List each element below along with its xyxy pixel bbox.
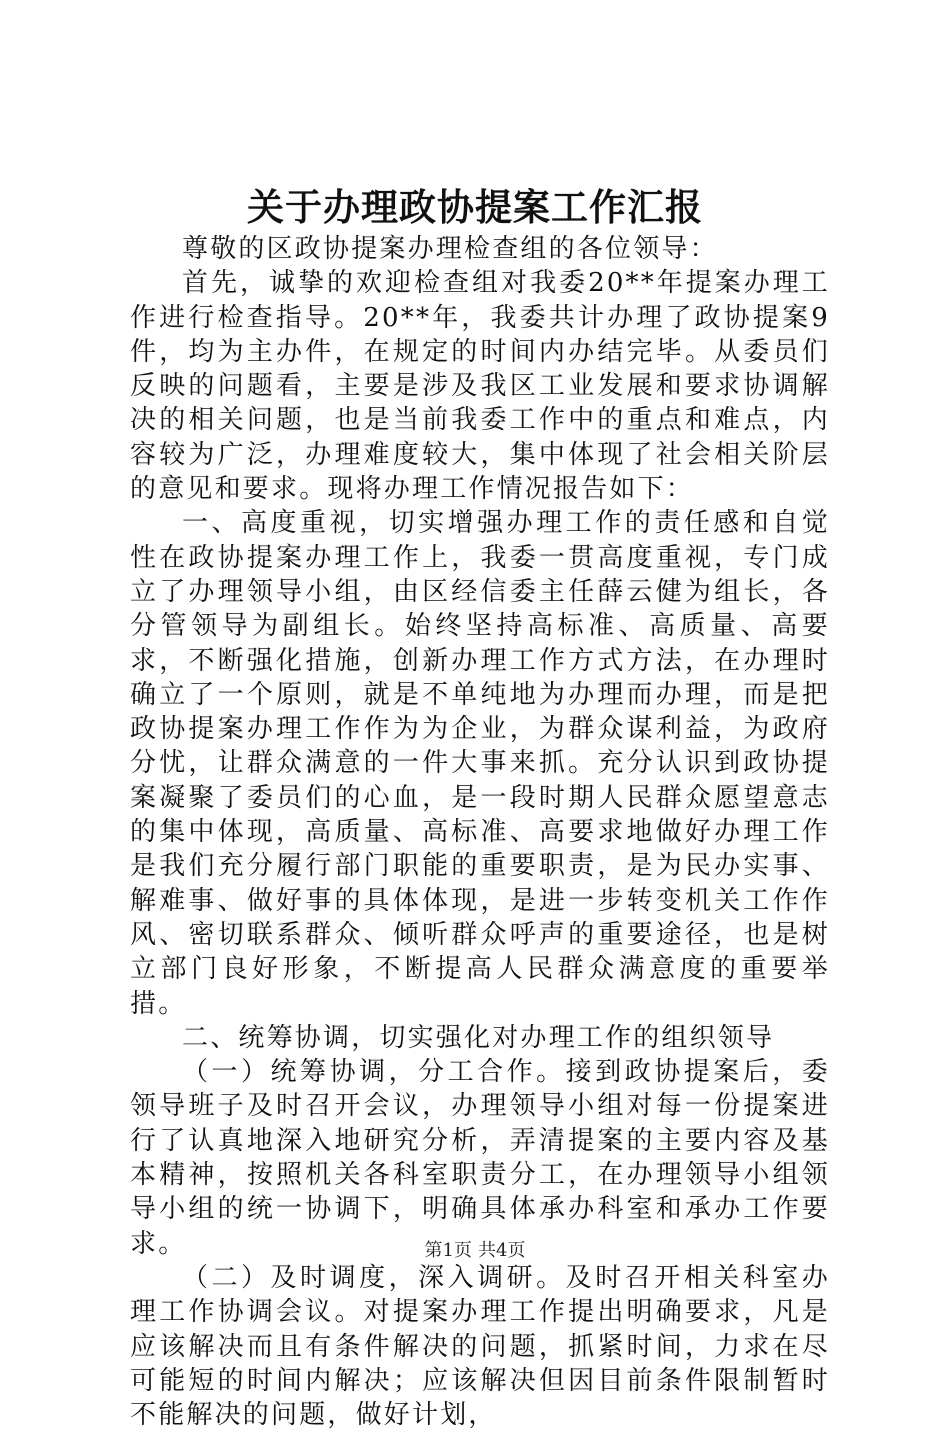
intro-paragraph: 首先，诚挚的欢迎检查组对我委20**年提案办理工作进行检查指导。20**年，我委共计办理了政协提案9件，均为主办件，在规定的时间内办结完毕。从委员们反映的问题看，主要是涉及我区工业发展和要求协调解决的相关问题，也是当前我委工作中的重点和难点，内容较为广泛，办理难度较大，集中体现了社会相关阶层的意见和要求。现将办理工作情况报告如下： [130,268,830,505]
subsection-two-paragraph: （二）及时调度，深入调研。及时召开相关科室办理工作协调会议。对提案办理工作提出明确要求，凡是应该解决而且有条件解决的问题，抓紧时间，力求在尽可能短的时间内解决；应该解决但因目前条件限制暂时不能解决的问题，做好计划， [130,1262,830,1431]
page-number: 第1页 [424,1240,472,1261]
document-title: 关于办理政协提案工作汇报 [247,185,703,229]
page-total: 共4页 [478,1240,526,1261]
section-one-paragraph: 一、高度重视，切实增强办理工作的责任感和自觉性在政协提案办理工作上，我委一贯高度重视，专门成立了办理领导小组，由区经信委主任薛云健为组长，各分管领导为副组长。始终坚持高标准、高质量、高要求，不断强化措施，创新办理工作方式方法，在办理时确立了一个原则，就是不单纯地为办理而办理，而是把政协提案办理工作作为为企业，为群众谋利益，为政府分忧，让群众满意的一件大事来抓。充分认识到政协提案凝聚了委员们的心血，是一段时期人民群众愿望意志的集中体现，高质量、高标准、高要求地做好办理工作是我们充分履行部门职能的重要职责，是为民办实事、解难事、做好事的具体体现，是进一步转变机关工作作风、密切联系群众、倾听群众呼声的重要途径，也是树立部门良好形象，不断提高人民群众满意度的重要举措。 [130,508,830,1019]
page-footer [0,1239,950,1263]
section-two-heading: 二、统筹协调，切实强化对办理工作的组织领导 [182,1022,775,1053]
salutation-paragraph: 尊敬的区政协提案办理检查组的各位领导： [182,234,718,264]
subsection-one-paragraph: （一）统筹协调，分工合作。接到政协提案后，委领导班子及时召开会议，办理领导小组对每一份提案进行了认真地深入地研究分析，弄清提案的主要内容及基本精神，按照机关各科室职责分工，在办理领导小组领导小组的统一协调下，明确具体承办科室和承办工作要求。 [130,1057,830,1259]
